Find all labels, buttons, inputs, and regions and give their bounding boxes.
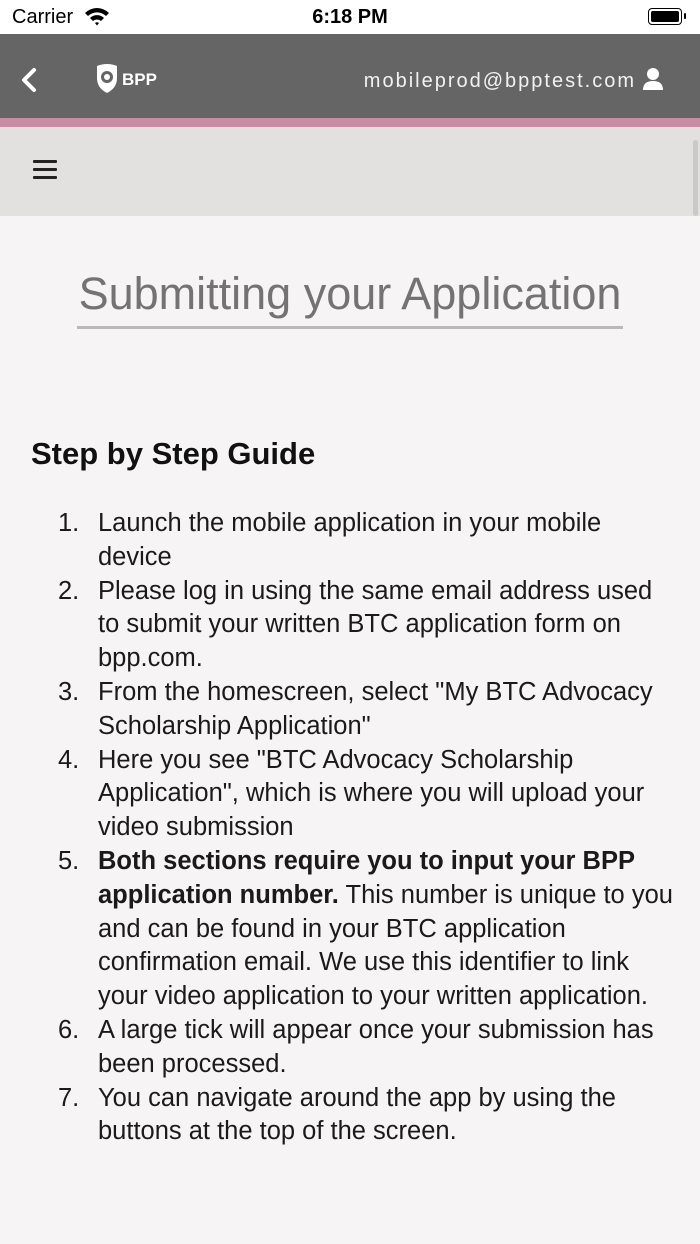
step-number: 4. [58,745,80,774]
step-text: A large tick will appear once your submission has been processed. [98,1015,654,1078]
hamburger-menu-icon[interactable] [30,156,62,184]
step-text: This number is unique to you and can be found in your BTC application confirmation email. We use this identifier to link your video application to your written application. [98,880,673,1011]
list-item [58,1014,678,1082]
carrier-label: Carrier [12,6,74,28]
steps-list [58,507,678,1149]
user-icon[interactable] [642,67,664,91]
header-accent-strip [0,118,700,127]
list-item [58,676,678,744]
bpp-logo [94,62,160,96]
scroll-indicator[interactable] [693,140,698,216]
step-number: 2. [58,576,80,605]
step-text: Please log in using the same email address used to submit your written BTC application form on bpp.com. [98,576,653,673]
back-button[interactable] [14,62,46,98]
list-item [58,845,678,1014]
step-text: From the homescreen, select "My BTC Advocacy Scholarship Application" [98,677,653,740]
clock-time: 6:18 PM [312,6,388,28]
chevron-left-icon [14,62,46,98]
toolbar [0,127,700,216]
logo-text: BPP [122,70,157,89]
step-number: 5. [58,846,80,875]
list-item [58,507,678,575]
step-number: 1. [58,509,80,537]
page-title-wrap [0,268,700,329]
list-item [58,1082,678,1150]
step-text: Launch the mobile application in your mobile device [98,509,602,571]
step-text: Here you see "BTC Advocacy Scholarship Application", which is where you will upload your video submission [98,745,645,842]
step-text: You can navigate around the app by using the buttons at the top of the screen. [98,1083,616,1146]
step-number: 3. [58,677,80,706]
battery-icon [648,8,686,25]
step-bold-text: Both sections require you to input your BPP application number. [98,846,635,909]
step-number: 7. [58,1083,80,1112]
user-email[interactable]: mobileprod@bpptest.com [363,70,636,92]
guide-heading: Step by Step Guide [31,436,316,471]
step-number: 6. [58,1015,80,1044]
status-bar [0,0,700,34]
list-item [58,575,678,676]
page-title: Submitting your Application [77,268,624,329]
list-item [58,744,678,845]
